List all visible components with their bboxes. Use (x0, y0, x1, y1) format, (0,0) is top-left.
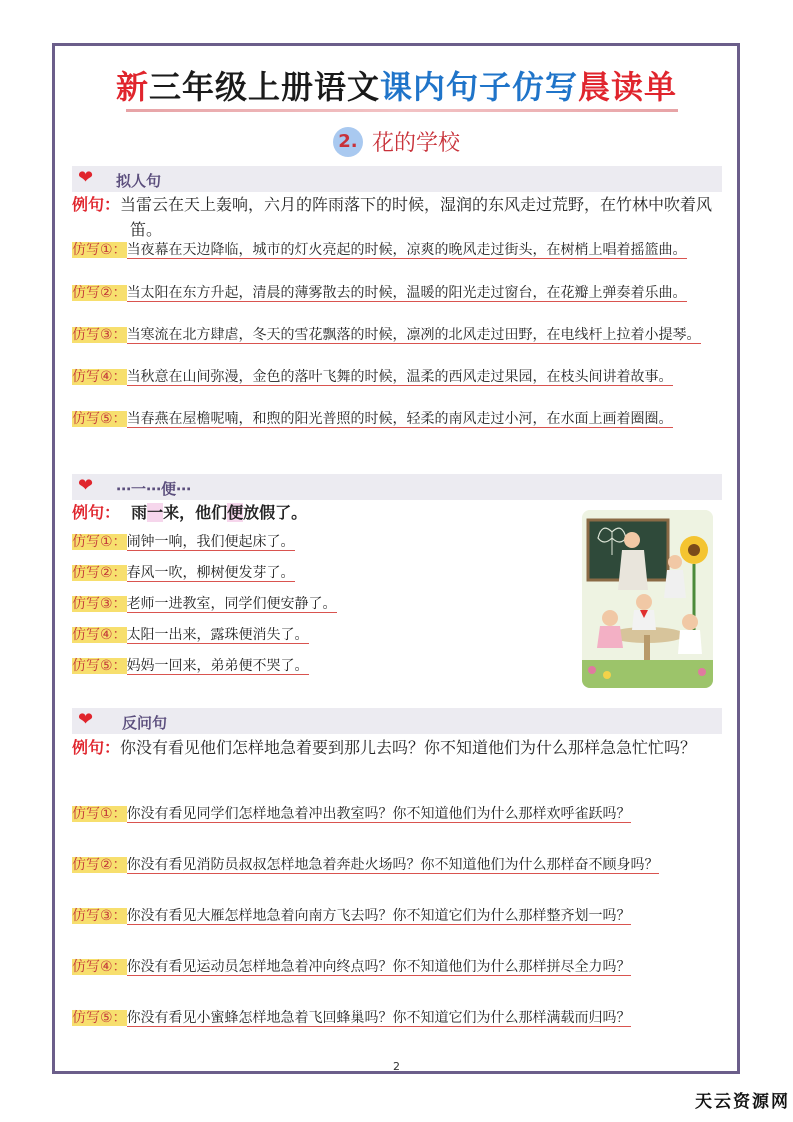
title-part-topic: 课内句子仿写 (380, 68, 579, 106)
list-item (72, 283, 712, 304)
list-item (72, 853, 712, 878)
item-text: 当春燕在屋檐呢喃，和煦的阳光普照的时候，轻柔的南风走过小河，在水面上画着圈圈。 (126, 411, 673, 427)
list-item (72, 625, 309, 646)
list-item (72, 1006, 702, 1031)
item-text: 当夜幕在天边降临，城市的灯火亮起的时候，凉爽的晚风走过街头，在树梢上唱着摇篮曲。 (126, 242, 687, 258)
item-text: 太阳一出来，露珠便消失了。 (126, 627, 309, 643)
title-part-new: 新 (115, 68, 149, 106)
list-item (72, 409, 712, 430)
item-text: 闹钟一响，我们便起床了。 (126, 534, 295, 550)
brand-watermark: 天云资源网 (695, 1092, 790, 1112)
item-text: 老师一进教室，同学们便安静了。 (126, 596, 337, 612)
list-item (72, 904, 702, 929)
item-text: 你没有看见消防员叔叔怎样地急着奔赴火场吗？你不知道他们为什么那样奋不顾身吗？ (126, 857, 659, 873)
item-tag: 仿写④： (72, 369, 127, 385)
section-heading-personification (72, 166, 722, 192)
heart-icon: ❤ (78, 475, 94, 496)
example-sentence (72, 500, 307, 525)
item-tag: 仿写②： (72, 857, 127, 873)
item-text: 你没有看见大雁怎样地急着向南方飞去吗？你不知道它们为什么那样整齐划一吗？ (126, 908, 631, 924)
example-tag: 例句： (72, 503, 121, 522)
item-text: 妈妈一回来，弟弟便不哭了。 (126, 658, 309, 674)
example-sentence (72, 192, 722, 242)
list-item (72, 594, 337, 615)
page-title (0, 62, 793, 108)
list-item (72, 955, 702, 980)
list-item (72, 367, 712, 388)
section-heading-label: ⋯一⋯便⋯ (116, 480, 192, 498)
page-number: 2 (393, 1060, 400, 1073)
list-item (72, 802, 702, 827)
heart-icon: ❤ (78, 709, 94, 730)
item-tag: 仿写③： (72, 327, 127, 343)
heart-icon: ❤ (78, 167, 94, 188)
lesson-number-badge: 2. (333, 127, 363, 157)
item-text: 你没有看见运动员怎样地急着冲向终点吗？你不知道他们为什么那样拼尽全力吗？ (126, 959, 631, 975)
example-text: 当雷云在天上轰响，六月的阵雨落下的时候，湿润的东风走过荒野，在竹林中吹着风笛。 (120, 195, 713, 239)
example-text-part: 放假了。 (243, 503, 308, 522)
example-highlight-bian: 便 (227, 503, 244, 522)
example-text: 你没有看见他们怎样地急着要到那儿去吗？你不知道他们为什么那样急急忙忙吗？ (120, 738, 697, 757)
item-tag: 仿写①： (72, 242, 127, 258)
title-part-sheet: 晨读单 (578, 68, 678, 106)
item-tag: 仿写⑤： (72, 411, 127, 427)
list-item (72, 656, 309, 677)
example-text-part: 雨 (131, 503, 148, 522)
item-tag: 仿写④： (72, 627, 127, 643)
list-item (72, 563, 295, 584)
item-tag: 仿写①： (72, 534, 127, 550)
lesson-name: 花的学校 (372, 131, 461, 156)
example-text-part: 来，他们 (163, 503, 228, 522)
item-tag: 仿写②： (72, 285, 127, 301)
list-item (72, 532, 295, 553)
example-sentence (72, 735, 722, 760)
example-highlight-yi: 一 (147, 503, 164, 522)
item-text: 你没有看见同学们怎样地急着冲出教室吗？你不知道他们为什么那样欢呼雀跃吗？ (126, 806, 631, 822)
title-underline (126, 109, 678, 112)
list-item (72, 240, 712, 261)
item-text: 当秋意在山间弥漫，金色的落叶飞舞的时候，温柔的西风走过果园，在枝头间讲着故事。 (126, 369, 673, 385)
item-text: 当太阳在东方升起，清晨的薄雾散去的时候，温暖的阳光走过窗台，在花瓣上弹奏着乐曲。 (126, 285, 687, 301)
section-heading-label: 反问句 (122, 714, 168, 732)
item-text: 当寒流在北方肆虐，冬天的雪花飘落的时候，凛冽的北风走过田野，在电线杆上拉着小提琴。 (126, 327, 701, 343)
item-tag: 仿写⑤： (72, 1010, 127, 1026)
example-tag: 例句： (72, 738, 121, 757)
classroom-illustration (582, 510, 713, 688)
item-tag: 仿写④： (72, 959, 127, 975)
item-text: 你没有看见小蜜蜂怎样地急着飞回蜂巢吗？你不知道它们为什么那样满载而归吗？ (126, 1010, 631, 1026)
item-tag: 仿写⑤： (72, 658, 127, 674)
section-heading-label: 拟人句 (116, 172, 162, 190)
item-tag: 仿写①： (72, 806, 127, 822)
section-heading-rhetorical (72, 708, 722, 734)
section-heading-yi-bian (72, 474, 722, 500)
example-tag: 例句： (72, 195, 121, 214)
item-tag: 仿写③： (72, 908, 127, 924)
item-text: 春风一吹，柳树便发芽了。 (126, 565, 295, 581)
item-tag: 仿写③： (72, 596, 127, 612)
item-tag: 仿写②： (72, 565, 127, 581)
lesson-title (0, 126, 793, 157)
list-item (72, 325, 712, 346)
title-part-grade: 三年级上册语文 (148, 68, 380, 106)
